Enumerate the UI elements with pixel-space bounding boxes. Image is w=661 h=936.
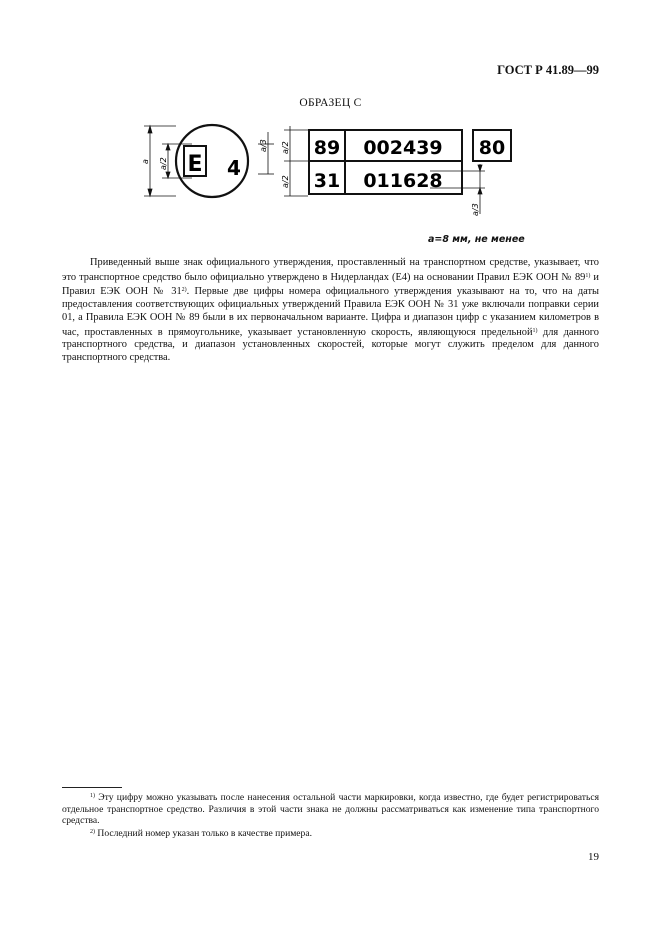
body-text-part4: для данного транспортного средства, и диапазон установленных скоростей, которые могут служить пределом для данного транспортного средства. [62,326,599,363]
footnote-ref-2: 2) [181,287,187,294]
footnote-2-mark: 2) [90,829,95,836]
approval-mark-figure [140,118,520,218]
dim-a-half-label-bottom: a/2 [281,175,290,188]
dimension-a-third-mid [258,132,274,174]
row1-right-number: 002439 [363,137,443,159]
dim-a-third-label-right: a/3 [471,203,480,216]
footnote-1-text: Эту цифру можно указывать после нанесения остальной части маркировки, когда известно, где будет регистрироваться отдельное транспортное средство. Различия в этой части знака не должны рассматриваться как изменение типа транспортного средства. [62,792,599,827]
dim-a-half-label-top: a/2 [281,141,290,154]
dim-a-half-label-left: a/2 [159,157,168,170]
circle-number: 4 [227,156,241,180]
sample-title: ОБРАЗЕЦ С [299,97,362,109]
footnote-ref-3: 1) [532,327,538,334]
body-text-part1: Приведенный выше знак официального утверждения, проставленный на транспортном средстве, указывает, что это транспортное средство было официально утверждено в Нидерландах (Е4) на основании Правил ЕЭК ООН № 89 [62,257,599,283]
dimension-note: a=8 мм, не менее [428,234,525,245]
footnote-1-mark: 1) [90,793,95,799]
footnote-1 [62,791,599,827]
body-text-part2: и Правил ЕЭК ООН № 31 [62,271,599,298]
dim-a-third-label-mid: a/3 [259,139,268,152]
footnotes [62,791,599,840]
footnote-divider [62,787,122,788]
circle-letter: E [187,152,203,177]
footnote-2 [62,827,599,840]
footnote-2-text: Последний номер указан только в качестве примера. [95,828,312,840]
body-text-part3: . Первые две цифры номера официального утверждения указывают на то, что на даты предоставления соответствующих официальных утверждений Правила ЕЭК ООН № 31 уже включали поправки серии 01, а Правила ЕЭК ООН № 89 были в их первоначальном варианте. Цифра и диапазон цифр с указанием километров в час, проставленных в прямоугольнике, указывает установленную скорость, являющуюся предельной [62,286,599,338]
page-number: 19 [588,851,599,863]
row2-left-number: 31 [313,170,341,192]
speed-value: 80 [478,137,506,159]
footnote-ref-1: 1) [585,272,591,279]
row1-left-number: 89 [313,137,341,159]
dim-a-label: a [141,159,150,164]
document-code: ГОСТ Р 41.89—99 [497,63,599,77]
row2-right-number: 011628 [363,170,443,192]
body-paragraph [62,257,599,365]
